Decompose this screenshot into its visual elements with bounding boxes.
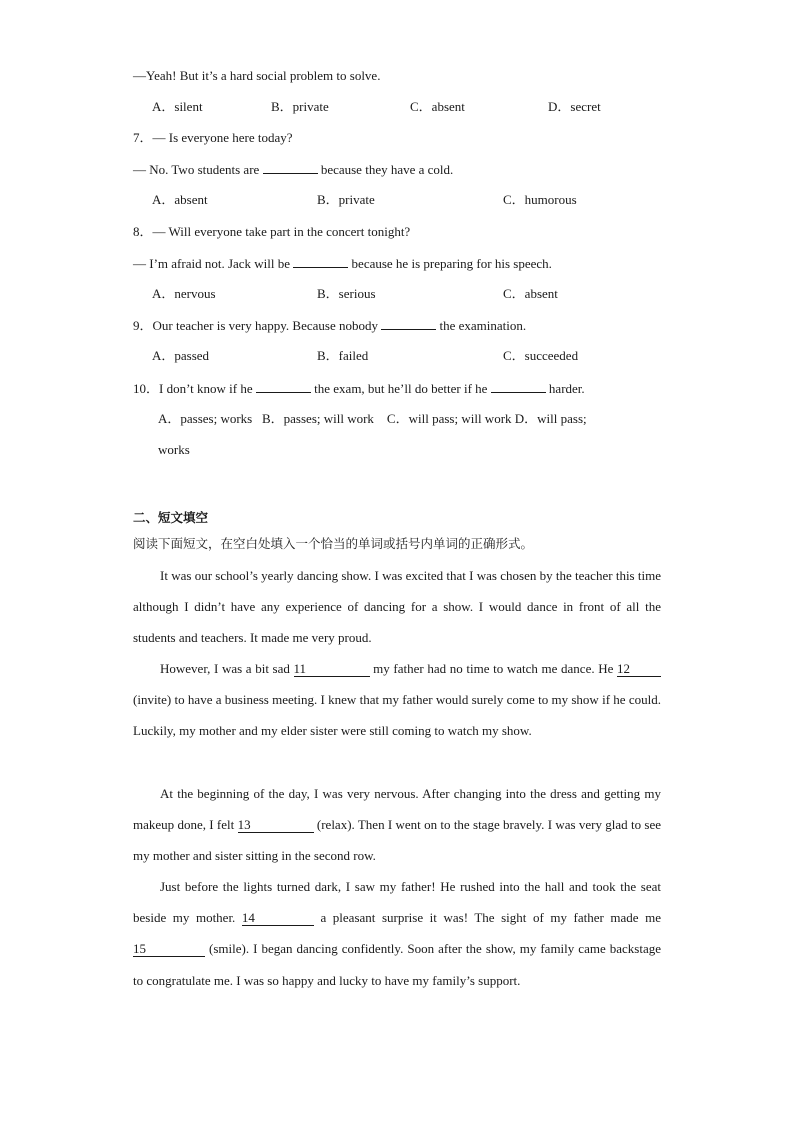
q10-answer-blank-1[interactable]	[256, 380, 311, 393]
blank-14[interactable]: 14	[242, 911, 314, 926]
q8-option-c: C．absent	[503, 286, 558, 301]
q8-reply-end: because he is preparing for his speech.	[351, 256, 552, 271]
q6-option-b: B．private	[271, 99, 329, 114]
q9-option-b: B．failed	[317, 348, 369, 363]
paragraph-2-text-a: However, I was a bit sad	[160, 661, 290, 676]
q6-reply: —Yeah! But it’s a hard social problem to solve.	[133, 68, 381, 83]
passage-paragraph-4	[133, 871, 661, 996]
passage-paragraph-2	[133, 653, 661, 747]
paragraph-4-text-b: a pleasant surprise it was! The sight of my father made me	[320, 910, 662, 926]
q7-reply	[133, 161, 453, 178]
q7-reply-end: because they have a cold.	[320, 162, 454, 177]
section-heading: 二、短文填空	[133, 510, 209, 525]
section-instruction: 阅读下面短文，在空白处填入一个恰当的单词或括号内单词的正确形式。	[133, 536, 534, 551]
paragraph-4-text-a: Just before the lights turned dark, I saw my father! He rushed into the hall and took the seat beside my mother.	[133, 879, 661, 926]
q6-option-a: A．silent	[152, 99, 203, 114]
q9-question-start: 9．Our teacher is very happy. Because nobody	[133, 318, 378, 333]
q10-question-start: 10．I don’t know if he	[133, 381, 253, 396]
paragraph-2-text-c: (invite) to have a business meeting. I knew that my father would surely come to my show if he could. Luckily, my mother and my elder sister were still coming to watch my show.	[133, 692, 661, 739]
q10-options-line2: works	[158, 442, 190, 457]
paragraph-4-text-c: (smile). I began dancing confidently. Soon after the show, my family came backstage to congratulate me. I was so happy and lucky to have my family’s support.	[133, 941, 662, 988]
q10-question	[133, 380, 585, 397]
q7-option-c: C．humorous	[503, 192, 577, 207]
paragraph-1-text: It was our school’s yearly dancing show. I was excited that I was chosen by the teacher this time although I didn’t have any experience of dancing for a show. I would dance in front of all the students and teachers. It made me very proud.	[133, 568, 661, 646]
q8-answer-blank[interactable]	[293, 255, 348, 268]
q7-answer-blank[interactable]	[263, 161, 318, 174]
q10-question-middle: the exam, but he’ll do better if he	[314, 381, 488, 396]
q7-option-a: A．absent	[152, 192, 208, 207]
blank-15[interactable]: 15	[133, 942, 205, 957]
q9-question-end: the examination.	[439, 318, 527, 333]
q10-question-end: harder.	[548, 381, 585, 396]
q9-question	[133, 317, 526, 334]
q8-reply	[133, 255, 552, 272]
blank-13[interactable]: 13	[238, 818, 314, 833]
q7-reply-start: — No. Two students are	[133, 162, 260, 177]
blank-12[interactable]: 12	[617, 662, 661, 677]
q10-answer-blank-2[interactable]	[491, 380, 546, 393]
paragraph-2-text-b: my father had no time to watch me dance. He	[373, 661, 614, 676]
q7-question: 7．— Is everyone here today?	[133, 130, 293, 145]
q10-options-line1: A．passes; works B．passes; will work C．will pass; will work D．will pass;	[158, 411, 587, 426]
passage-paragraph-1	[133, 560, 661, 654]
passage-paragraph-3	[133, 778, 661, 872]
q6-option-d: D．secret	[548, 99, 601, 114]
q8-option-a: A．nervous	[152, 286, 216, 301]
q8-reply-start: — I’m afraid not. Jack will be	[133, 256, 291, 271]
paragraph-3-text-b: (relax). Then I went on to the stage bravely. I was very glad to see my mother and sister sitting in the second row.	[133, 817, 662, 864]
q7-option-b: B．private	[317, 192, 375, 207]
blank-11[interactable]: 11	[294, 662, 370, 677]
q9-answer-blank[interactable]	[381, 317, 436, 330]
q6-option-c: C．absent	[410, 99, 465, 114]
q9-option-a: A．passed	[152, 348, 210, 363]
q8-question: 8．— Will everyone take part in the concert tonight?	[133, 224, 411, 239]
q9-option-c: C．succeeded	[503, 348, 579, 363]
q8-option-b: B．serious	[317, 286, 376, 301]
paragraph-3-text-a: At the beginning of the day, I was very nervous. After changing into the dress and getting my makeup done, I felt	[133, 786, 661, 833]
